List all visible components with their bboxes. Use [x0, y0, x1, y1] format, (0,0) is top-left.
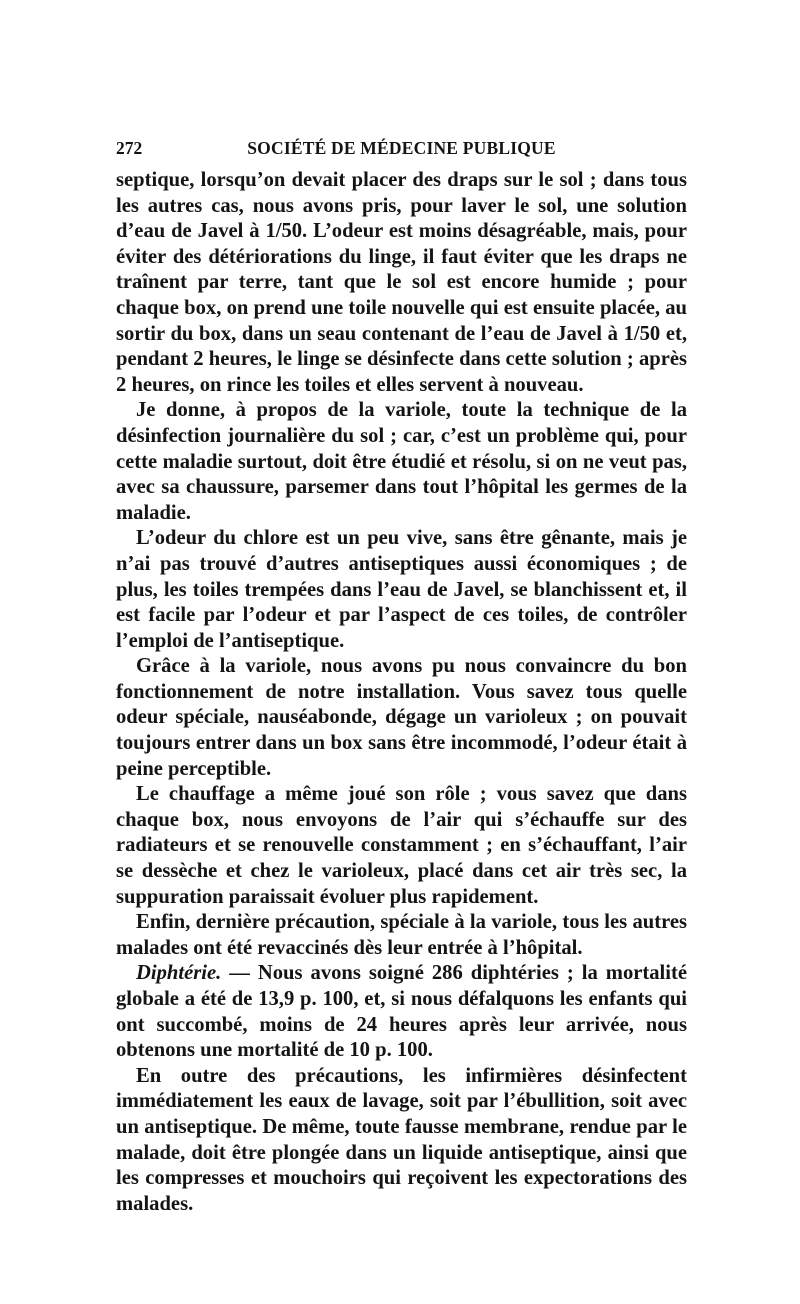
- paragraph-revaccination: Enfin, dernière précaution, spéciale à la variole, tous les autres malades ont été revaccinés dès leur entrée à l’hôpital.: [116, 911, 687, 959]
- section-lead-diphtheria: Diphtérie.: [136, 962, 222, 985]
- body-text: [116, 168, 687, 1217]
- paragraph-precautions: En outre des précautions, les infirmières désinfectent immédiatement les eaux de lavage, soit par l’ébullition, soit avec un antiseptique. De même, toute fausse membrane, rendue par le malade, doit être plongée dans un liquide antiseptique, ainsi que les compresses et mouchoirs qui reçoivent les expectorations des malades.: [116, 1064, 687, 1215]
- paragraph-continuation: septique, lorsqu’on devait placer des draps sur le sol ; dans tous les autres cas, nous avons pris, pour laver le sol, une solution d’eau de Javel à 1/50. L’odeur est moins désagréable, mais, pour éviter des détériorations du linge, il faut éviter que les draps ne traînent par terre, tant que le sol est encore humide ; pour chaque box, on prend une toile nouvelle qui est ensuite placée, au sortir du box, dans un seau contenant de l’eau de Javel à 1/50 et, pendant 2 heures, le linge se désinfecte dans cette solution ; après 2 heures, on rince les toiles et elles servent à nouveau.: [116, 169, 687, 396]
- paragraph-diphtheria: [116, 961, 687, 1063]
- paragraph-installation: Grâce à la variole, nous avons pu nous convaincre du bon fonctionnement de notre installation. Vous savez tous quelle odeur spéciale, nauséabonde, dégage un varioleux ; on pouvait toujours entrer dans un box sans être incommodé, l’odeur était à peine perceptible.: [116, 655, 687, 780]
- document-page: [116, 138, 687, 1217]
- page-header: [116, 138, 687, 168]
- paragraph-heating: Le chauffage a même joué son rôle ; vous savez que dans chaque box, nous envoyons de l’air qui s’échauffe sur des radiateurs et se renouvelle constamment ; en s’échauffant, l’air se dessèche et chez le varioleux, placé dans cet air très sec, la suppuration paraissait évoluer plus rapidement.: [116, 783, 687, 908]
- diphtheria-text: — Nous avons soigné 286 diphtéries ; la mortalité globale a été de 13,9 p. 100, et, si nous défalquons les enfants qui ont succombé, moins de 24 heures après leur arrivée, nous obtenons une mortalité de 10 p. 100.: [116, 962, 687, 1062]
- paragraph-chlorine-odor: L’odeur du chlore est un peu vive, sans être gênante, mais je n’ai pas trouvé d’autres antiseptiques aussi économiques ; de plus, les toiles trempées dans l’eau de Javel, se blanchissent et, il est facile par l’odeur et par l’aspect de ces toiles, de contrôler l’emploi de l’antiseptique.: [116, 527, 687, 652]
- paragraph-floor-disinfection: Je donne, à propos de la variole, toute la technique de la désinfection journalière du sol ; car, c’est un problème qui, pour cette maladie surtout, doit être étudié et résolu, si on ne veut pas, avec sa chaussure, parsemer dans tout l’hôpital les germes de la maladie.: [116, 399, 687, 524]
- page-number: 272: [116, 138, 143, 158]
- running-title: SOCIÉTÉ DE MÉDECINE PUBLIQUE: [247, 138, 556, 158]
